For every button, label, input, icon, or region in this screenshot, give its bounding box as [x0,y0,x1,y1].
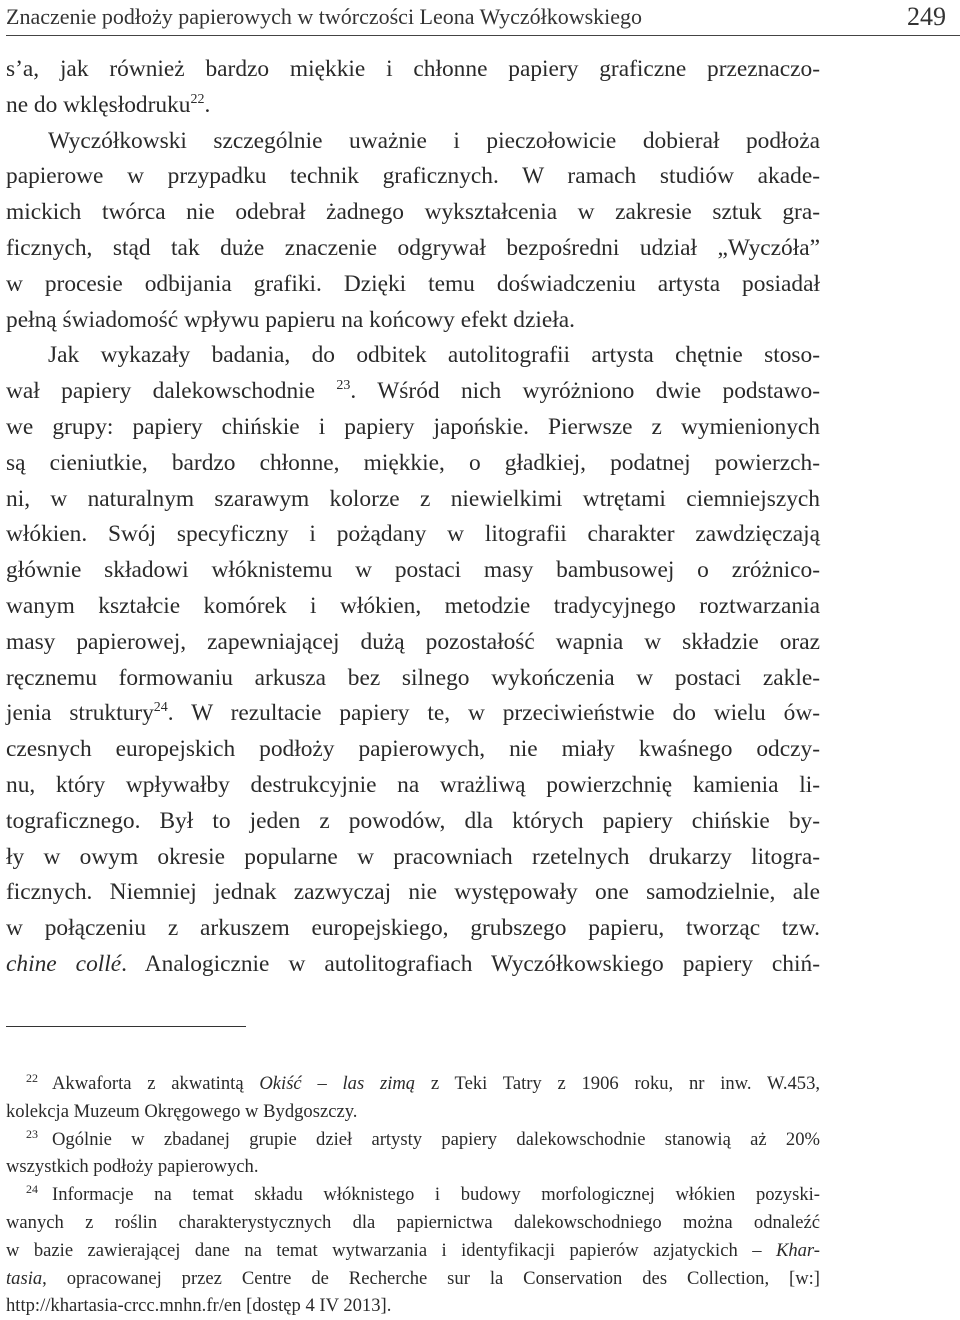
footnote-number: 23 [26,1126,38,1141]
text-fragment: , opracowanej przez Centre de Recherche sur la Conservation des Collection, [w:] [42,1267,820,1289]
text-fragment: . Wśród nich wyróżniono dwie podstawo- [350,378,820,405]
footnote-line: wanych z roślin charakterystycznych dla papiernictwa dalekowschodniego można odnaleźć [6,1211,820,1233]
footnote-line: wszystkich podłoży papierowych. [6,1156,259,1178]
text-line [6,88,820,124]
text-fragment: wał papiery dalekowschodnie [6,378,337,405]
footnote-line: kolekcja Muzeum Okręgowego w Bydgoszczy. [6,1100,358,1122]
text-line: czesnych europejskich podłoży papierowych, nie miały kwaśnego odczy- [6,736,820,763]
footnotes [6,1070,820,1320]
text-line [6,374,820,410]
text-line: w połączeniu z arkuszem europejskiego, grubszego papieru, tworząc tzw. [6,915,820,942]
text-fragment: ne do wklęsłodruku [6,91,191,118]
italic-term: tasia [6,1267,43,1289]
footnote-ref[interactable]: 23 [336,378,351,394]
text-line: pełną świadomość wpływu papieru na końcowy efekt dzieła. [6,306,575,333]
text-line: ficznych, stąd tak duże znaczenie odgrywał bezpośredni udział „Wyczóła” [6,234,820,261]
text-fragment: . [204,91,211,118]
footnote-line [6,1265,820,1293]
footnote-number: 24 [26,1182,38,1197]
text-line: mickich twórca nie odebrał żadnego wykształcenia w zakresie sztuk gra- [6,199,820,226]
text-line: tograficznego. Był to jeden z powodów, dla których papiery chińskie by- [6,807,820,834]
text-fragment: Akwaforta z akwatintą [52,1073,260,1094]
running-title: Znaczenie podłoży papierowych w twórczości Leona Wyczółkowskiego [6,4,643,29]
running-header [6,2,954,32]
text-line: papierowe w przypadku technik graficznych. W ramach studiów akade- [6,163,820,190]
footnote-rule [6,1026,246,1027]
text-fragment: z Teki Tatry z 1906 roku, nr inw. W.453, [415,1073,821,1094]
footnote-line [6,1237,820,1265]
footnote-23 [6,1126,820,1154]
footnote-ref[interactable]: 22 [190,91,205,107]
text-line: ficznych. Niemniej jednak zazwyczaj nie występowały one samodzielnie, ale [6,879,820,906]
footnote-24 [6,1181,820,1209]
text-line: nu, który wpływałby destrukcyjnie na wrażliwą powierzchnię kamienia li- [6,771,820,798]
text-line: Jak wykazały badania, do odbitek autolitografii artysta chętnie stoso- [48,342,820,369]
text-line: wanym kształcie komórek i włókien, metodzie tradycyjnego roztwarzania [6,592,820,619]
text-line: ni, w naturalnym szarawym kolorze z niewielkimi wtrętami ciemniejszych [6,485,820,512]
text-line: włókien. Swój specyficzny i pożądany w litografii charakter zawdzięczają [6,521,820,548]
footnote-ref[interactable]: 24 [153,700,168,716]
italic-term: chine collé [6,950,122,977]
page-number: 249 [907,2,946,31]
text-line: Wyczółkowski szczególnie uważnie i pieczołowicie dobierał podłoża [48,127,820,154]
text-line [6,696,820,732]
italic-term: Khar- [775,1239,820,1261]
text-fragment: w bazie zawierającej dane na temat wytwarzania i identyfikacji papierów azjatyckich – [6,1239,776,1261]
text-line: ły w owym okresie popularne w pracowniach rzetelnych drukarzy litogra- [6,843,820,870]
footnote-number: 22 [26,1071,38,1085]
artwork-title: Okiść – las zimą [259,1073,416,1094]
header-rule [6,35,960,36]
text-fragment: . Analogicznie w autolitografiach Wyczółkowskiego papiery chiń- [121,950,820,977]
footnote-url[interactable]: http://khartasia-crcc.mnhn.fr/en [dostęp 4 IV 2013]. [6,1295,392,1317]
text-line [6,947,820,983]
body-text [6,52,820,983]
footnote-22 [6,1070,820,1098]
text-line: ręcznemu formowaniu arkusza bez silnego wykończenia w postaci zakle- [6,664,820,691]
text-line: masy papierowej, zapewniającej dużą pozostałość wapnia w składzie oraz [6,628,820,655]
text-fragment: . W rezultacie papiery te, w przeciwieństwie do wielu ów- [167,700,820,727]
text-line: głównie składowi włóknistemu w postaci masy bambusowej o zróżnico- [6,557,820,584]
text-line: w procesie odbijania grafiki. Dzięki temu doświadczeniu artysta posiadał [6,270,820,297]
text-line: we grupy: papiery chińskie i papiery japońskie. Pierwsze z wymienionych [6,413,820,440]
text-line: s’a, jak również bardzo miękkie i chłonne papiery graficzne przeznaczo- [6,56,820,82]
text-fragment: Informacje na temat składu włóknistego i budowy morfologicznej włókien pozyski- [52,1184,820,1206]
text-line: są cieniutkie, bardzo chłonne, miękkie, o gładkiej, podatnej powierzch- [6,449,820,476]
text-fragment: Ogólnie w zbadanej grupie dzieł artysty papiery dalekowschodnie stanowią aż 20% [52,1128,820,1150]
text-fragment: jenia struktury [6,700,154,727]
